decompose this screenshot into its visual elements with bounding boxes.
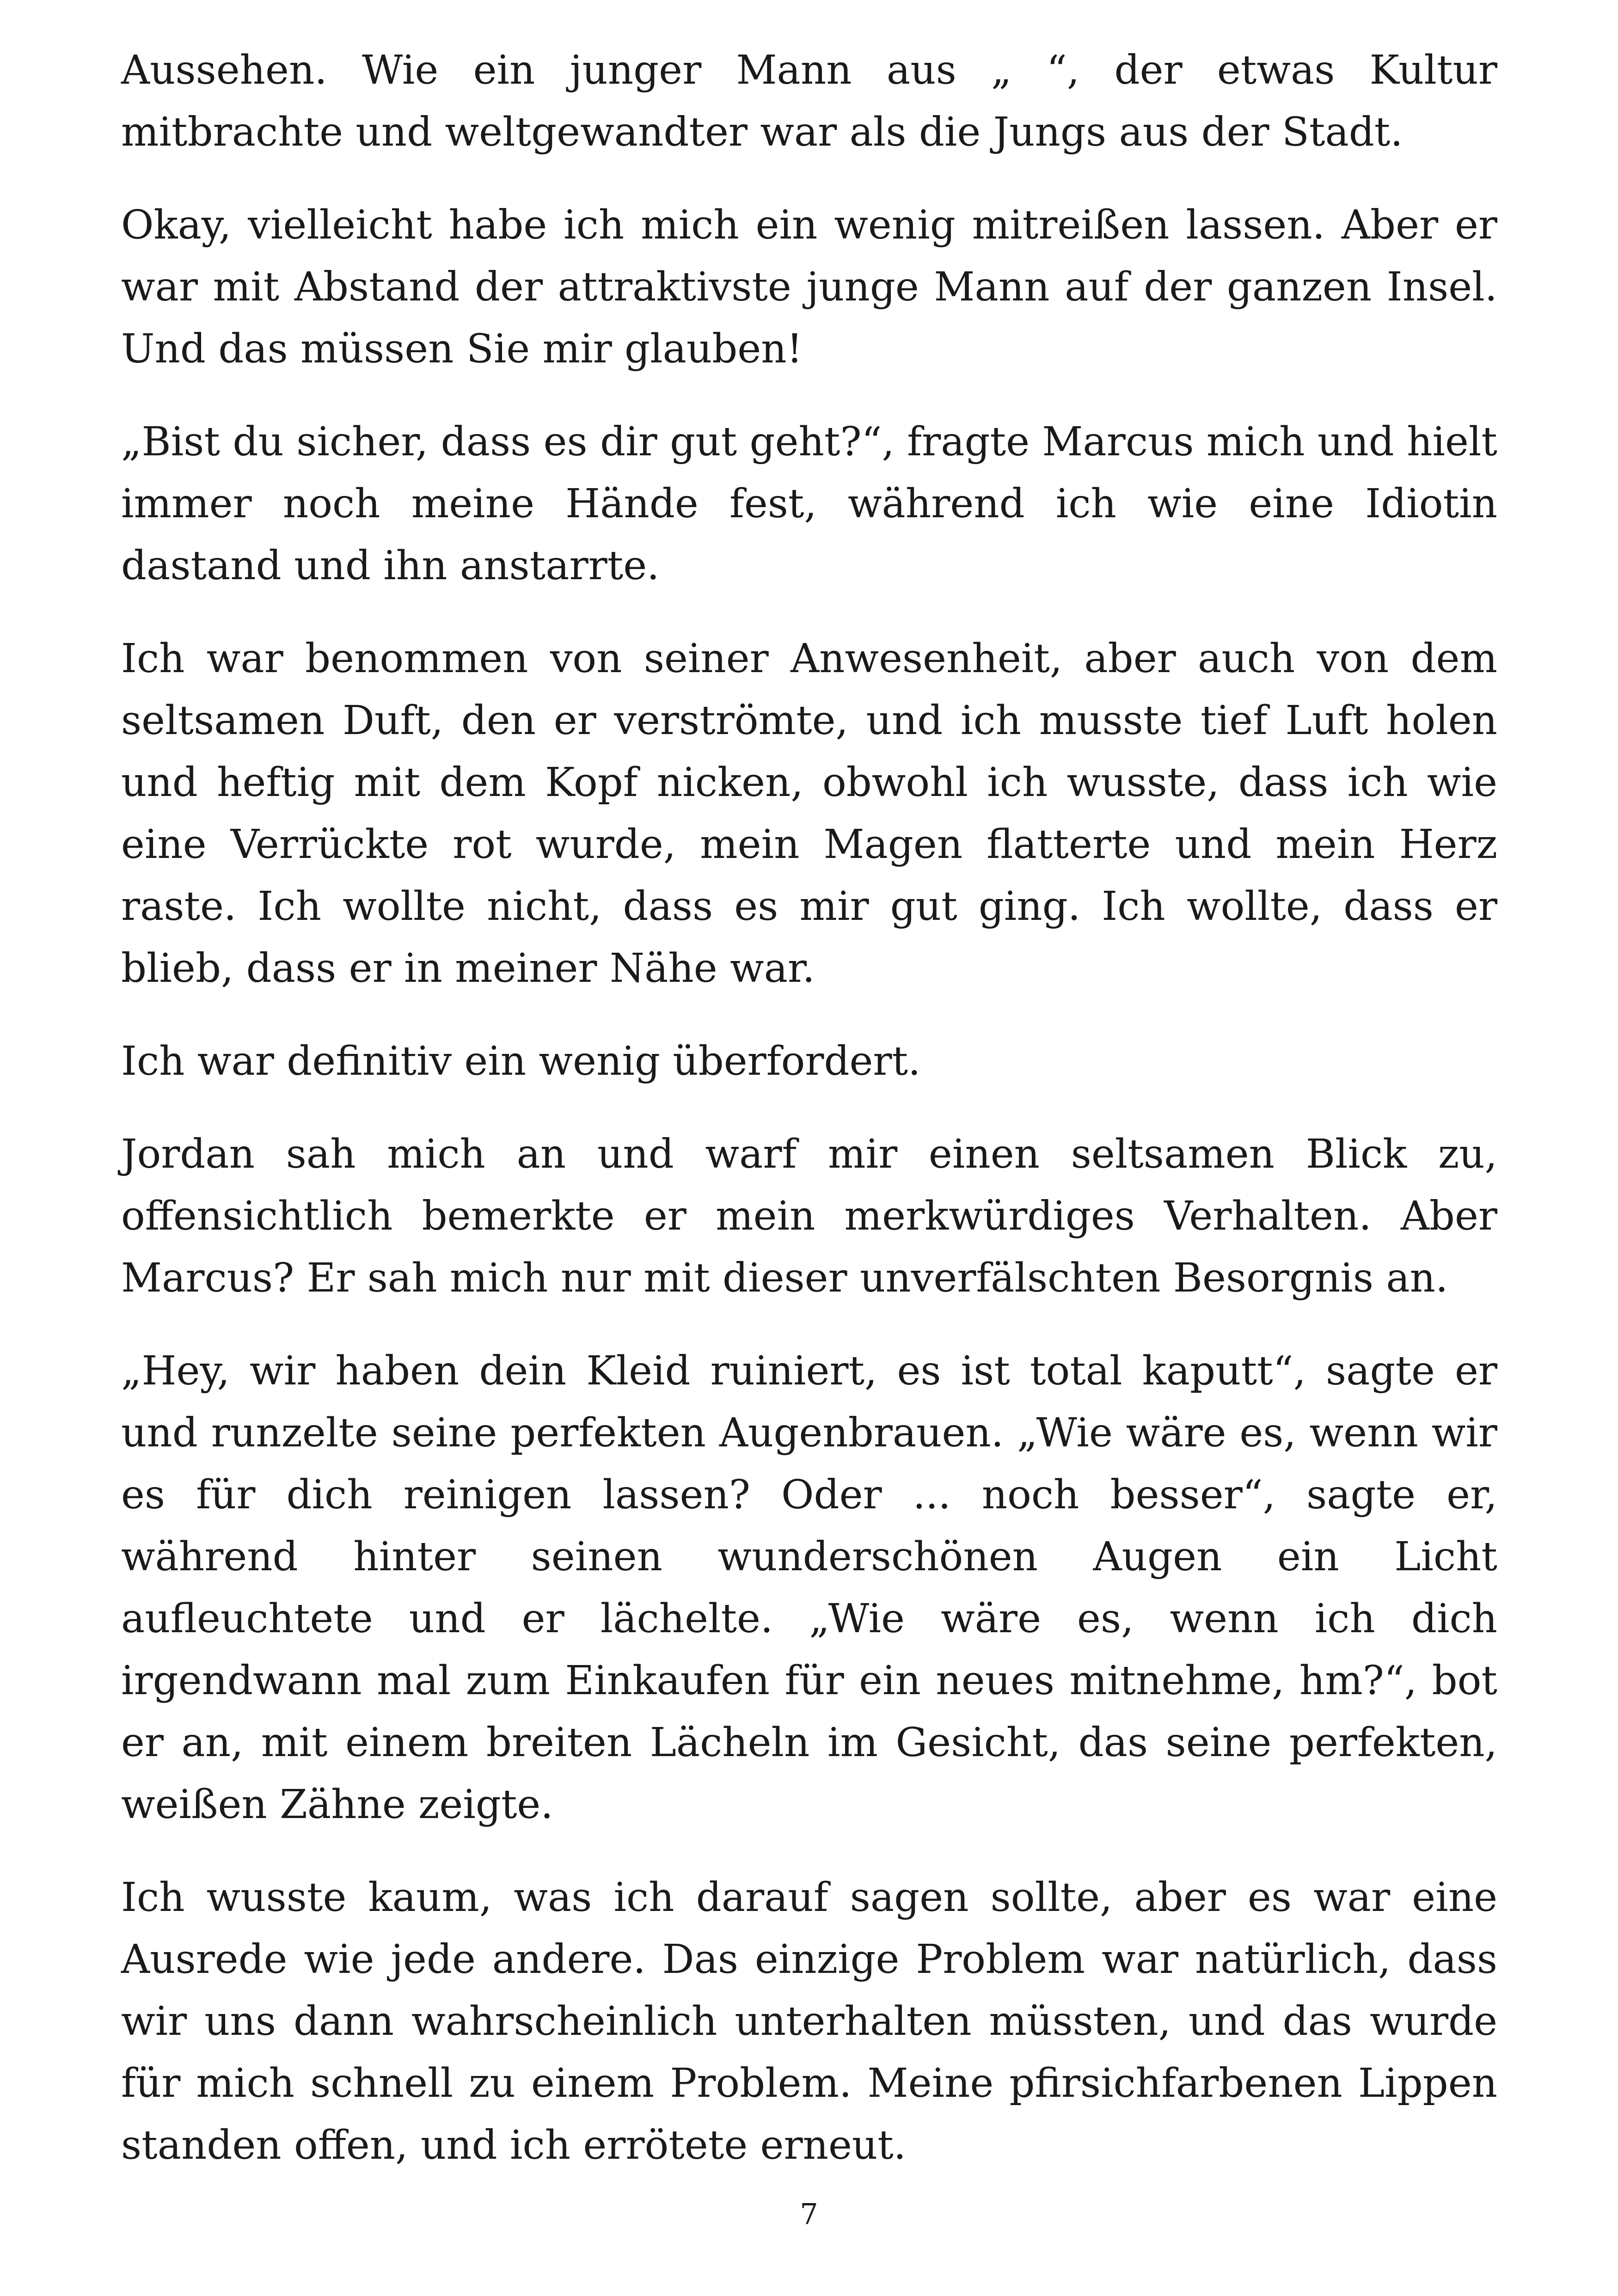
paragraph-2: Okay, vielleicht habe ich mich ein wenig mitreißen lassen. Aber er war mit Abstand der attraktivste junge Mann auf der ganzen Insel. Und das müssen Sie mir glauben! — [121, 202, 1497, 372]
paragraph-5: Ich war definitiv ein wenig überfordert. — [121, 1038, 921, 1084]
page-number: 7 — [800, 2197, 818, 2231]
paragraph-4: Ich war benommen von seiner Anwesenheit, aber auch von dem seltsamen Duft, den er verströmte, und ich musste tief Luft holen und heftig mit dem Kopf nicken, obwohl ich wusste, dass ich wie eine Verrückte rot wurde, mein Magen flatterte und mein Herz raste. Ich wollte nicht, dass es mir gut ging. Ich wollte, dass er blieb, dass er in meiner Nähe war. — [121, 636, 1497, 992]
paragraph-8: Ich wusste kaum, was ich darauf sagen sollte, aber es war eine Ausrede wie jede andere. Das einzige Problem war natürlich, dass wir uns dann wahrscheinlich unterhalten müssten, und das wurde für mich schnell zu einem Problem. Meine pfirsichfarbenen Lippen standen offen, und ich errötete erneut. — [121, 1874, 1497, 2168]
paragraph-1: Aussehen. Wie ein junger Mann aus „ “, der etwas Kultur mitbrachte und weltgewandter war als die Jungs aus der Stadt. — [121, 47, 1497, 155]
page-body — [121, 39, 1497, 2207]
paragraph-3: „Bist du sicher, dass es dir gut geht?“, fragte Marcus mich und hielt immer noch meine Hände fest, während ich wie eine Idiotin dastand und ihn anstarrte. — [121, 419, 1497, 589]
paragraph-7: „Hey, wir haben dein Kleid ruiniert, es ist total kaputt“, sagte er und runzelte seine perfekten Augenbrauen. „Wie wäre es, wenn wir es für dich reinigen lassen? Oder ... noch besser“, sagte er, während hinter seinen wunderschönen Augen ein Licht aufleuchtete und er lächelte. „Wie wäre es, wenn ich dich irgendwann mal zum Einkaufen für ein neues mitnehme, hm?“, bot er an, mit einem breiten Lächeln im Gesicht, das seine perfekten, weißen Zähne zeigte. — [121, 1348, 1497, 1828]
paragraph-6: Jordan sah mich an und warf mir einen seltsamen Blick zu, offensichtlich bemerkte er mein merkwürdiges Verhalten. Aber Marcus? Er sah mich nur mit dieser unverfälschten Besorgnis an. — [121, 1131, 1497, 1301]
